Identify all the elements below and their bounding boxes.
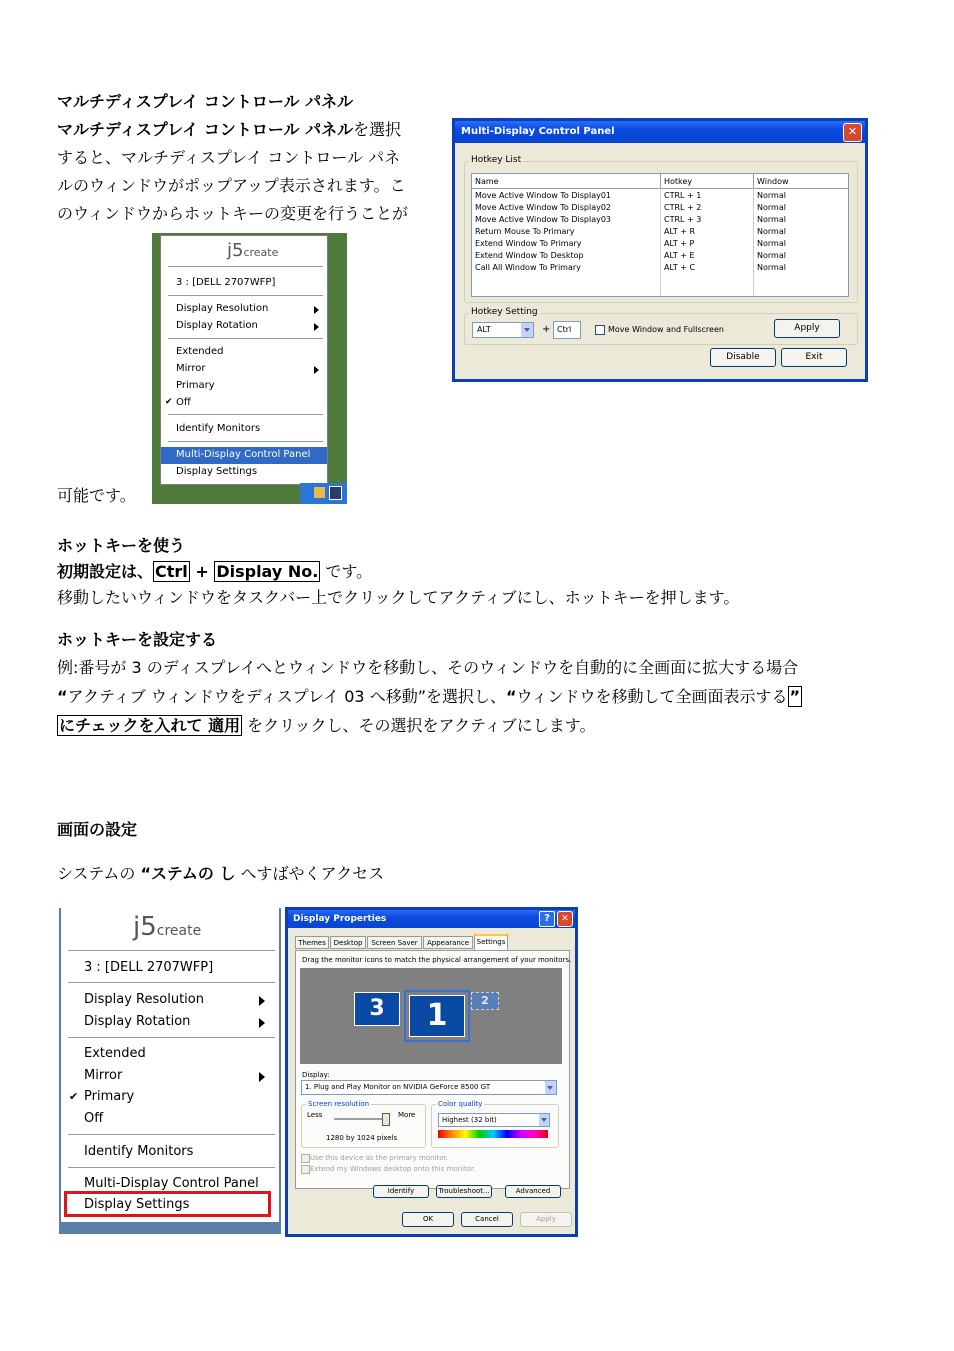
menu-item-multi-display-control-panel[interactable]: Multi-Display Control Panel xyxy=(176,449,311,460)
submenu-arrow-icon xyxy=(314,306,319,314)
chevron-down-icon xyxy=(521,323,533,337)
apply-button[interactable]: Apply xyxy=(774,319,840,338)
extend-desktop-checkbox[interactable] xyxy=(301,1165,310,1174)
help-icon[interactable]: ? xyxy=(539,911,555,927)
row-hotkey: CTRL + 2 xyxy=(664,203,702,212)
submenu-arrow-icon xyxy=(259,996,265,1006)
instruction-text: Drag the monitor icons to match the physical arrangement of your monitors. xyxy=(302,956,572,964)
primary-monitor-label: Use this device as the primary monitor. xyxy=(310,1154,448,1162)
row-hotkey: ALT + E xyxy=(664,251,695,260)
menu-screenshot-large xyxy=(59,908,281,1234)
context-menu-small xyxy=(160,235,328,485)
tab-themes[interactable]: Themes xyxy=(295,936,329,949)
chevron-down-icon xyxy=(539,1114,549,1126)
control-panel-title: Multi-Display Control Panel xyxy=(461,126,615,137)
table-row[interactable] xyxy=(472,238,848,250)
cancel-button[interactable]: Cancel xyxy=(461,1212,513,1227)
checkmark-icon: ✔ xyxy=(165,397,173,407)
disable-button[interactable]: Disable xyxy=(710,348,776,367)
menu-item-mirror[interactable]: Mirror xyxy=(176,363,206,374)
plus-sign: + xyxy=(542,324,551,335)
hotkey-setting-label: Hotkey Setting xyxy=(471,307,538,317)
hotkey-list-label: Hotkey List xyxy=(471,155,522,165)
screen-resolution-group xyxy=(301,1100,426,1148)
row-window: Normal xyxy=(757,191,786,200)
intro-line-1 xyxy=(57,116,401,144)
menu-item-display-resolution[interactable]: Display Resolution xyxy=(176,303,269,314)
example-line-1: 例:番号が 3 のディスプレイへとウィンドウを移動し、そのウィンドウを自動的に全画面に拡大する場合 xyxy=(57,658,799,677)
row-hotkey: CTRL + 1 xyxy=(664,191,702,200)
apply-button[interactable]: Apply xyxy=(520,1212,572,1227)
hotkey-table-header xyxy=(472,174,848,189)
menu-item-display-rotation[interactable]: Display Rotation xyxy=(176,320,258,331)
monitor-1[interactable]: 1 xyxy=(409,995,465,1037)
display-properties-titlebar xyxy=(288,910,575,928)
submenu-arrow-icon xyxy=(314,323,319,331)
table-row[interactable] xyxy=(472,214,848,226)
row-window: Normal xyxy=(757,239,786,248)
row-window: Normal xyxy=(757,251,786,260)
row-name: Call All Window To Primary xyxy=(475,263,581,272)
plus-sign: + xyxy=(189,562,215,581)
quick-access-bold: “ステムの し xyxy=(140,864,236,883)
intro-line-5: 可能です。 xyxy=(57,486,136,505)
display-label: Display: xyxy=(302,1071,330,1079)
menu-item-primary[interactable]: Primary xyxy=(176,380,215,391)
close-icon[interactable]: ✕ xyxy=(557,911,573,927)
section-heading-use-hotkeys: ホットキーを使う xyxy=(57,536,186,555)
menu-screenshot-small xyxy=(152,233,347,504)
fullscreen-checkbox[interactable] xyxy=(595,325,605,335)
context-menu-large xyxy=(61,908,279,1222)
example-line-3 xyxy=(57,712,596,740)
more-label: More xyxy=(398,1111,416,1119)
menu-item-primary[interactable]: Primary xyxy=(84,1089,135,1104)
menu-item-off[interactable]: Off xyxy=(84,1111,104,1126)
column-header-hotkey[interactable]: Hotkey xyxy=(664,177,693,186)
tab-strip xyxy=(295,936,575,950)
monitor-1-selection xyxy=(404,990,470,1042)
submenu-arrow-icon xyxy=(259,1018,265,1028)
row-window: Normal xyxy=(757,203,786,212)
default-setting-suffix: です。 xyxy=(320,562,373,581)
screen-resolution-label: Screen resolution xyxy=(308,1100,370,1108)
resolution-value: 1280 by 1024 pixels xyxy=(326,1134,398,1142)
checkmark-icon: ✔ xyxy=(69,1090,79,1103)
quote-open-2: “ xyxy=(505,687,517,706)
intro-line-3: ルのウィンドウがポップアップ表示されます。こ xyxy=(57,176,406,195)
menu-item-off[interactable]: Off xyxy=(176,397,191,408)
tab-settings[interactable]: Settings xyxy=(474,934,508,950)
resolution-slider-thumb[interactable] xyxy=(382,1113,390,1126)
menu-item-multi-display-control-panel[interactable]: Multi-Display Control Panel xyxy=(84,1176,259,1191)
hotkey-setting-group xyxy=(464,307,858,345)
j5create-logo: j5create xyxy=(227,240,279,261)
extend-desktop-label: Extend my Windows desktop onto this monitor. xyxy=(310,1165,476,1173)
ctrl-key: Ctrl xyxy=(155,562,188,581)
default-setting-prefix: 初期設定は、 xyxy=(57,562,154,581)
row-window: Normal xyxy=(757,227,786,236)
control-panel-bold: マルチディスプレイ コントロール パネル xyxy=(57,120,354,139)
submenu-arrow-icon xyxy=(259,1072,265,1082)
row-hotkey: CTRL + 3 xyxy=(664,215,702,224)
menu-item-mirror[interactable]: Mirror xyxy=(84,1068,123,1083)
tab-screen-saver[interactable]: Screen Saver xyxy=(367,936,422,949)
column-header-window[interactable]: Window xyxy=(757,177,789,186)
hotkey-list-group xyxy=(464,155,858,303)
settings-tab-panel xyxy=(295,950,572,1195)
menu-item-extended[interactable]: Extended xyxy=(176,346,224,357)
display-properties-window xyxy=(285,907,578,1237)
j5-tray-icon[interactable] xyxy=(329,486,342,500)
quote-open: “ xyxy=(57,687,68,706)
primary-monitor-checkbox[interactable] xyxy=(301,1154,310,1163)
color-spectrum-bar xyxy=(438,1130,548,1138)
color-quality-label: Color quality xyxy=(438,1100,483,1108)
display-no-key: Display No. xyxy=(216,562,319,581)
color-quality-group xyxy=(431,1100,559,1148)
section-heading-screen-settings: 画面の設定 xyxy=(57,820,138,839)
monitor-arrangement[interactable] xyxy=(300,968,562,1064)
row-window: Normal xyxy=(757,263,786,272)
default-setting-line xyxy=(57,558,372,586)
table-row[interactable] xyxy=(472,202,848,214)
row-window: Normal xyxy=(757,215,786,224)
control-panel-titlebar xyxy=(455,121,865,143)
display-select[interactable]: 1. Plug and Play Monitor on NVIDIA GeForce 8500 GT xyxy=(301,1080,557,1095)
row-name: Extend Window To Desktop xyxy=(475,251,584,260)
row-name: Move Active Window To Display02 xyxy=(475,203,612,212)
column-header-name[interactable]: Name xyxy=(475,177,499,186)
menu-item-identify-monitors[interactable]: Identify Monitors xyxy=(84,1144,194,1159)
menu-item-display-rotation[interactable]: Display Rotation xyxy=(84,1014,191,1029)
hotkey-usage-line: 移動したいウィンドウをタスクバー上でクリックしてアクティブにし、ホットキーを押します。 xyxy=(57,588,740,607)
ok-button[interactable]: OK xyxy=(402,1212,454,1227)
less-label: Less xyxy=(307,1111,323,1119)
quick-access-line xyxy=(57,860,384,888)
section-heading-control-panel: マルチディスプレイ コントロール パネル xyxy=(57,92,354,111)
fullscreen-checkbox-label: Move Window and Fullscreen xyxy=(608,325,724,334)
tab-appearance[interactable]: Appearance xyxy=(423,936,473,949)
quick-access-prefix: システムの xyxy=(57,864,141,883)
table-row[interactable] xyxy=(472,226,848,238)
quick-access-suffix: へすばやくアクセス xyxy=(235,864,385,883)
chevron-down-icon xyxy=(545,1081,556,1094)
table-row[interactable] xyxy=(472,250,848,262)
menu-item-monitor[interactable]: 3 : [DELL 2707WFP] xyxy=(84,960,214,975)
row-hotkey: ALT + C xyxy=(664,263,696,272)
color-quality-select[interactable]: Highest (32 bit) xyxy=(438,1113,550,1127)
quote-close-boxed: ” xyxy=(789,687,801,706)
menu-item-extended[interactable]: Extended xyxy=(84,1046,146,1061)
example-line-2-a: アクティブ ウィンドウをディスプレイ 03 へ移動”を選択し、 xyxy=(67,687,506,706)
tab-desktop[interactable]: Desktop xyxy=(330,936,366,949)
resolution-slider-track[interactable] xyxy=(334,1118,386,1120)
table-row[interactable] xyxy=(472,190,848,202)
menu-item-identify-monitors[interactable]: Identify Monitors xyxy=(176,423,261,434)
control-panel-window xyxy=(452,118,868,382)
section-heading-set-hotkeys: ホットキーを設定する xyxy=(57,630,218,649)
monitor-3[interactable]: 3 xyxy=(354,992,400,1026)
troubleshoot-button[interactable]: Troubleshoot... xyxy=(436,1185,492,1198)
intro-line-4: のウィンドウからホットキーの変更を行うことが xyxy=(57,204,409,223)
row-name: Return Mouse To Primary xyxy=(475,227,575,236)
exit-button[interactable]: Exit xyxy=(781,348,847,367)
menu-item-display-resolution[interactable]: Display Resolution xyxy=(84,992,204,1007)
row-name: Move Active Window To Display01 xyxy=(475,191,612,200)
monitor-2[interactable]: 2 xyxy=(471,992,499,1010)
row-hotkey: ALT + R xyxy=(664,227,696,236)
menu-item-display-settings[interactable]: Display Settings xyxy=(176,466,258,477)
modifier-select[interactable]: ALT xyxy=(472,322,534,338)
example-line-2-b: ウィンドウを移動して全画面表示する xyxy=(516,687,788,706)
table-row[interactable] xyxy=(472,262,848,274)
menu-item-display-settings[interactable]: Display Settings xyxy=(84,1197,190,1212)
row-hotkey: ALT + P xyxy=(664,239,695,248)
close-icon[interactable]: ✕ xyxy=(843,123,862,142)
tray-icon[interactable] xyxy=(314,487,325,498)
row-name: Extend Window To Primary xyxy=(475,239,582,248)
menu-item-monitor[interactable]: 3 : [DELL 2707WFP] xyxy=(176,277,276,288)
example-line-3-rest: をクリックし、その選択をアクティブにします。 xyxy=(242,716,596,735)
submenu-arrow-icon xyxy=(314,366,319,374)
j5create-logo: j5create xyxy=(133,912,202,942)
hotkey-table[interactable] xyxy=(471,173,849,297)
advanced-button[interactable]: Advanced xyxy=(505,1185,561,1198)
intro-line-1-rest: を選択 xyxy=(353,120,402,139)
example-line-2 xyxy=(57,683,802,711)
identify-button[interactable]: Identify xyxy=(373,1185,429,1198)
check-and-apply-boxed: にチェックを入れて 適用 xyxy=(59,716,241,735)
taskbar-tray xyxy=(300,483,347,504)
row-name: Move Active Window To Display03 xyxy=(475,215,612,224)
display-properties-title: Display Properties xyxy=(293,914,387,924)
intro-line-2: すると、マルチディスプレイ コントロール パネ xyxy=(57,148,401,167)
key-input[interactable]: Ctrl xyxy=(553,321,581,339)
